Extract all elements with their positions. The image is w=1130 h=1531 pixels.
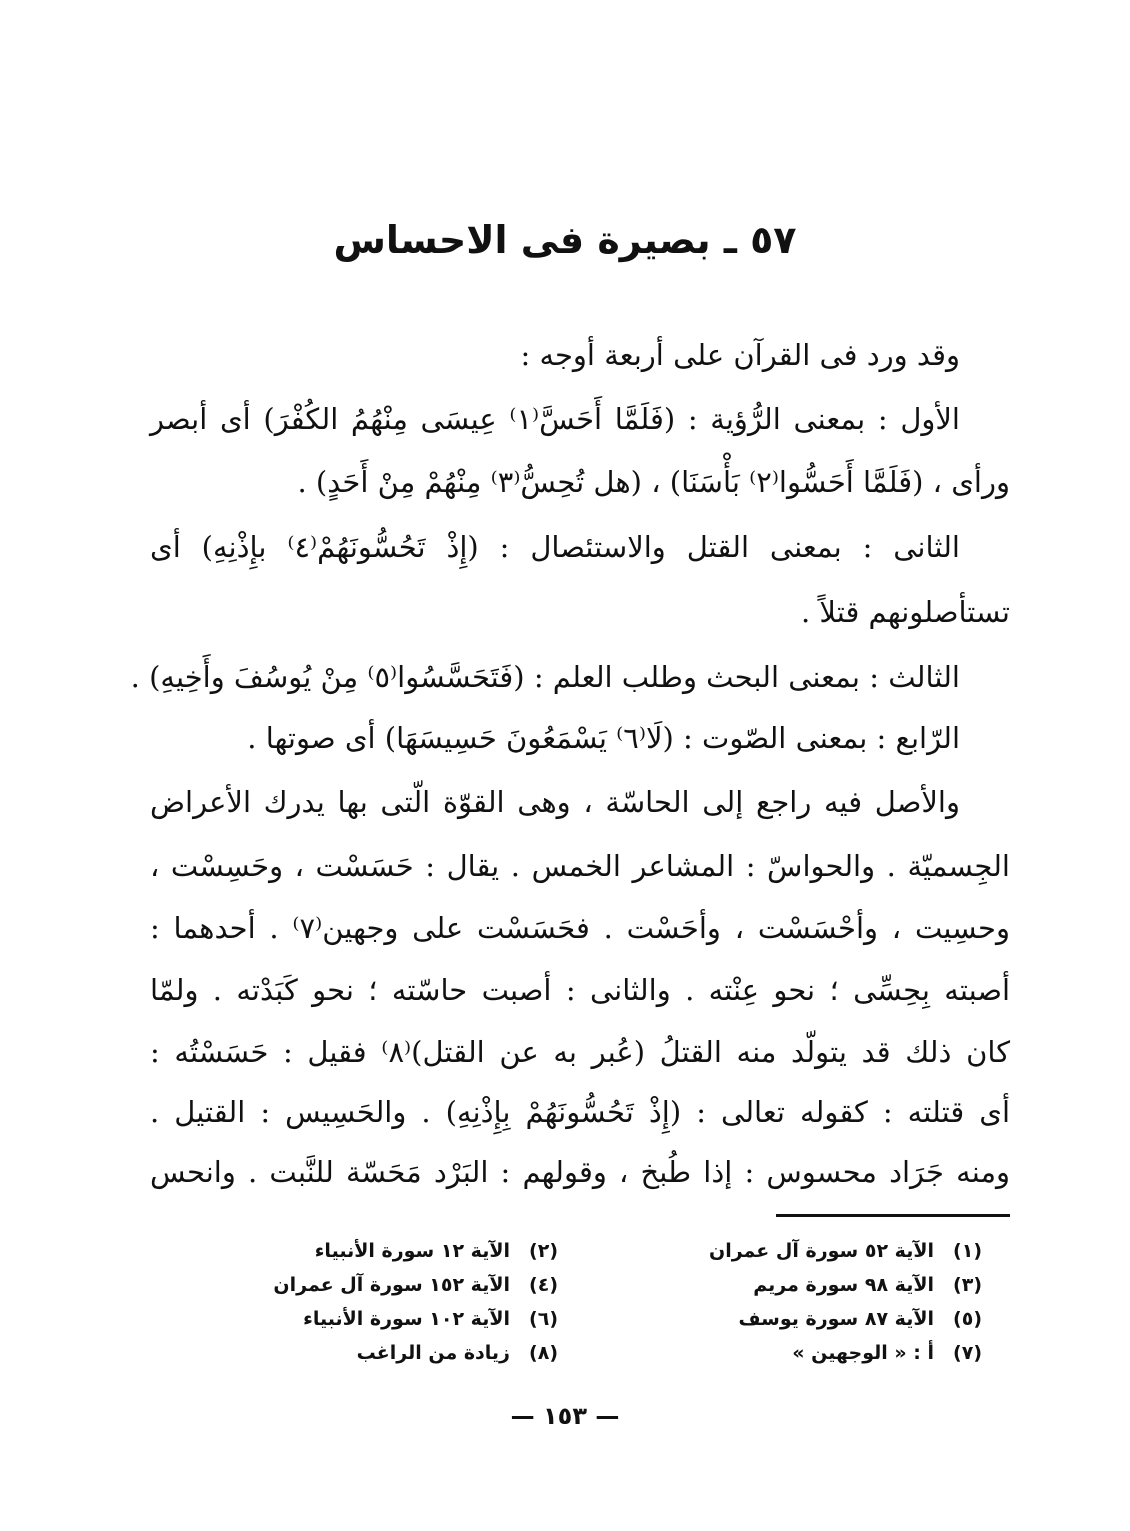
paragraph-line: تستأصلونهم قتلاً . [800,595,1010,629]
footnote-divider [776,1214,1010,1217]
footnote-text: زيادة من الراغب [356,1342,510,1364]
footnote [709,1240,982,1262]
footnote [273,1274,558,1296]
footnote-number: (٢) [529,1240,558,1262]
footnote [315,1240,558,1262]
footnote-text: أ : « الوجهين » [792,1342,934,1364]
paragraph-line: وحسِيت ، وأحْسَسْت ، وأحَسْت . فحَسَسْت على وجهين⁽٧⁾ . أحدهما : [150,911,1010,945]
footnote [303,1308,558,1330]
footnote-text: الآية ١٢ سورة الأنبياء [314,1240,510,1262]
section-title: ٥٧ ـ بصيرة فى الاحساس [333,218,797,262]
footnote-number: (٣) [953,1274,982,1296]
footnote-number: (٤) [529,1274,558,1296]
footnote-number: (١) [953,1240,982,1262]
paragraph-line: الثانى : بمعنى القتل والاستئصال : (إِذْ تَحُسُّونَهُمْ⁽٤⁾ بإِذْنِهِ) أى [150,530,960,564]
paragraph-line: والأصل فيه راجع إلى الحاسّة ، وهى القوّة الّتى بها يدرك الأعراض [150,785,960,819]
paragraph-line: الأول : بمعنى الرُّؤية : (فَلَمَّا أَحَسَّ⁽١⁾ عِيسَى مِنْهُمُ الكُفْرَ) أى أبصر [150,402,960,436]
paragraph-line: الثالث : بمعنى البحث وطلب العلم : (فَتَحَسَّسُوا⁽٥⁾ مِنْ يُوسُفَ وأَخِيهِ) . [130,660,960,694]
paragraph-line: أصبته بِحِسِّى ؛ نحو عِنْته . والثانى : أصبت حاسّته ؛ نحو كَبَدْته . ولمّا [150,973,1010,1007]
footnote [739,1308,982,1330]
paragraph-line: ورأى ، (فَلَمَّا أَحَسُّوا⁽٢⁾ بَأْسَنَا) ، (هل تُحِسُّ⁽٣⁾ مِنْهُمْ مِنْ أَحَدٍ) . [297,465,1010,499]
footnote [753,1274,982,1296]
footnote-number: (٥) [953,1308,982,1330]
footnote-number: (٦) [529,1308,558,1330]
paragraph-line: الرّابع : بمعنى الصّوت : (لَا⁽٦⁾ يَسْمَعُونَ حَسِيسَهَا) أى صوتها . [247,721,960,755]
footnote [357,1342,558,1364]
paragraph-line: الجِسميّة . والحواسّ : المشاعر الخمس . يقال : حَسَسْت ، وحَسِسْت ، [150,849,1010,883]
footnote-text: الآية ١٠٢ سورة الأنبياء [303,1308,510,1330]
footnote-text: الآية ١٥٢ سورة آل عمران [273,1274,510,1296]
paragraph-line: ومنه جَرَاد محسوس : إذا طُبخ ، وقولهم : البَرْد مَحَسّة للنَّبت . وانحس [150,1155,1010,1189]
paragraph-line: وقد ورد فى القرآن على أربعة أوجه : [520,338,960,372]
paragraph-line: أى قتلته : كقوله تعالى : (إِذْ تَحُسُّونَهُمْ بِإِذْنِهِ) . والحَسِيس : القتيل . [150,1095,1010,1129]
footnote-text: الآية ٥٢ سورة آل عمران [709,1240,934,1262]
footnote [792,1342,982,1364]
footnote-text: الآية ٨٧ سورة يوسف [738,1308,934,1330]
paragraph-line: كان ذلك قد يتولّد منه القتلُ (عُبر به عن القتل)⁽٨⁾ فقيل : حَسَسْتُه : [150,1035,1011,1069]
page-number: — ١٥٣ — [510,1402,620,1430]
footnote-number: (٨) [529,1342,558,1364]
footnote-text: الآية ٩٨ سورة مريم [753,1274,934,1296]
footnote-number: (٧) [953,1342,982,1364]
